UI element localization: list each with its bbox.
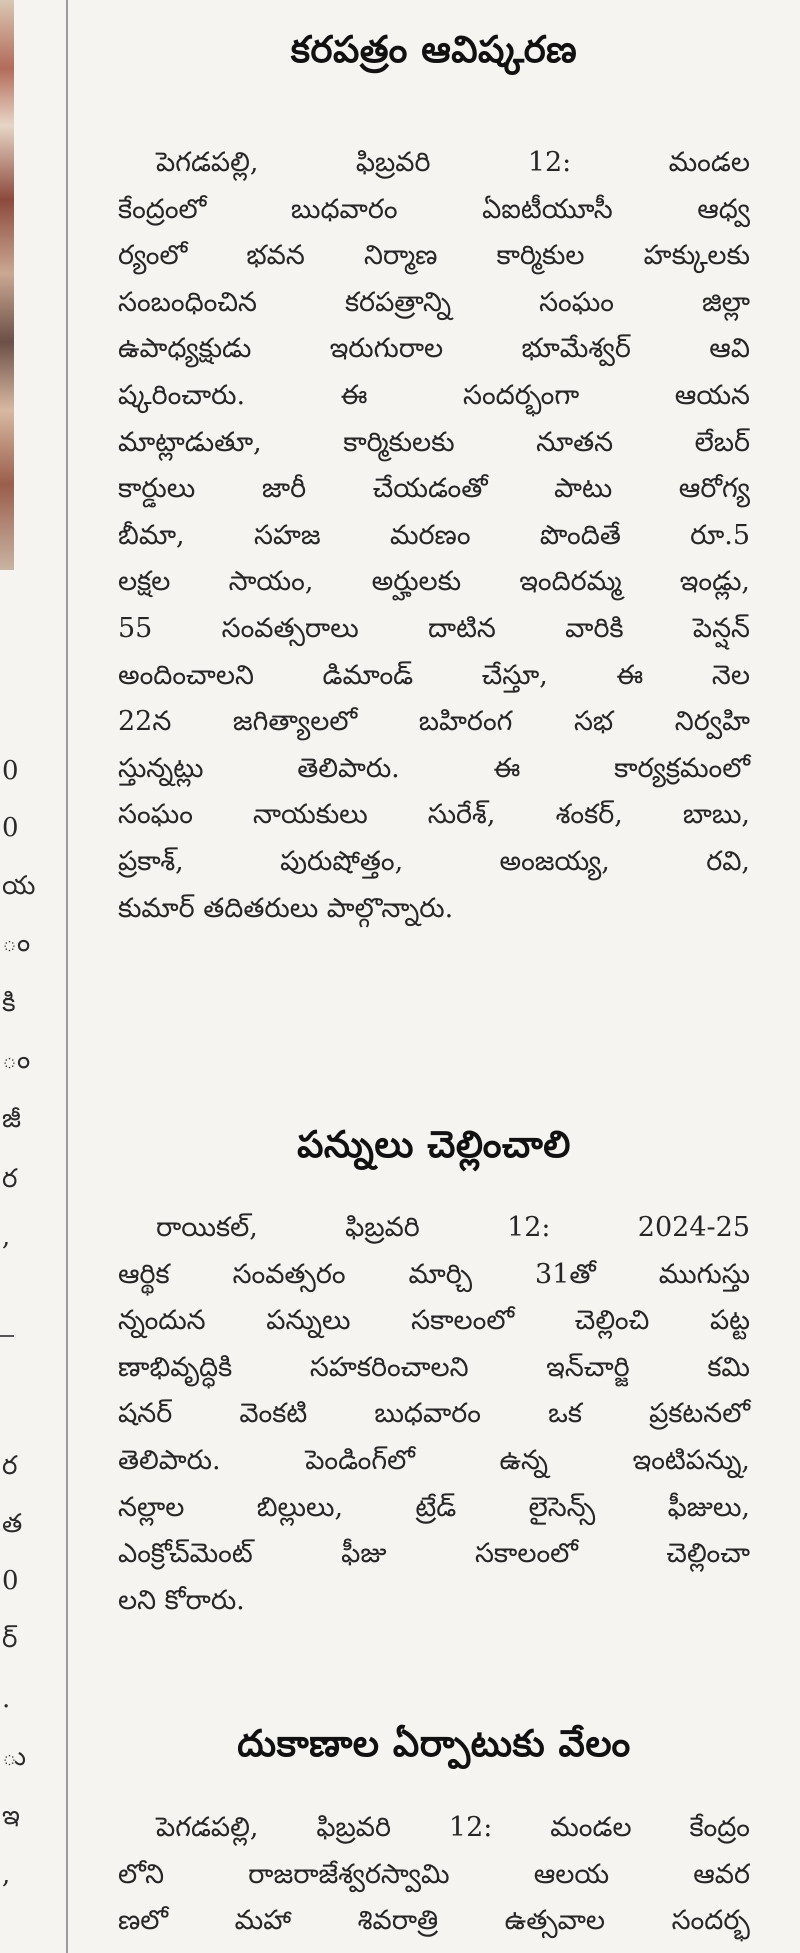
article-line: 55 సంవత్సరాలు దాటిన వారికి పెన్షన్ [118, 612, 750, 644]
column-divider-rule [66, 0, 68, 1953]
headline-pay-taxes: పన్నులు చెల్లించాలి [297, 1123, 571, 1166]
adjacent-column-glyph: 0 [2, 1566, 19, 1596]
article-line: ఎంక్రోచ్‌మెంట్ ఫీజు సకాలంలో చెల్లించా [118, 1538, 750, 1570]
adjacent-column-glyph: ర [2, 1164, 18, 1194]
adjacent-column-glyph: ఇ [2, 1801, 20, 1831]
adjacent-column-glyph: త [2, 1509, 23, 1539]
article-line: షనర్ వెంకటి బుధవారం ఒక ప్రకటనలో [118, 1398, 750, 1430]
headline-pamphlet-release: కరపత్రం ఆవిష్కరణ [290, 28, 578, 71]
article-body [118, 1205, 750, 1624]
article-line: లని కోరారు. [118, 1584, 245, 1616]
article-line: ణాభివృద్ధికి సహకరించాలని ఇన్‌చార్జి కమి [118, 1351, 750, 1383]
adjacent-column-glyph: ం [2, 1045, 31, 1075]
adjacent-column-glyph: ర [2, 1451, 18, 1481]
article-line: ష్కరించారు. ఈ సందర్భంగా ఆయన [118, 379, 750, 411]
article-line: సంబంధించిన కరపత్రాన్ని సంఘం జిల్లా [118, 286, 750, 318]
article-line: కార్డులు జారీ చేయడంతో పాటు ఆరోగ్య [118, 473, 750, 505]
article-line: 22న జగిత్యాలలో బహిరంగ సభ నిర్వహి [118, 706, 750, 738]
article-body [118, 140, 750, 932]
article-line: ప్రకాశ్, పురుషోత్తం, అంజయ్య, రవి, [118, 845, 750, 877]
article-line: పెగడపల్లి, ఫిబ్రవరి 12: మండల కేంద్రం [156, 1812, 750, 1843]
adjacent-column-glyph: , [2, 1222, 11, 1252]
article-line: నల్లాల బిల్లులు, ట్రేడ్ లైసెన్స్ ఫీజులు, [118, 1491, 750, 1523]
adjacent-column-glyph: 0 [2, 756, 19, 786]
adjacent-column-glyph: 0 [2, 813, 19, 843]
adjacent-column-glyph: ర్ [2, 1624, 18, 1654]
adjacent-column-glyph: . [2, 1684, 11, 1714]
article-line: ఉపాధ్యక్షుడు ఇరుగురాల భూమేశ్వర్ ఆవి [118, 333, 750, 365]
adjacent-column-fragment [0, 0, 66, 1953]
adjacent-column-glyph: కి [2, 988, 16, 1018]
article-line: రాయికల్, ఫిబ్రవరి 12: 2024-25 [156, 1212, 750, 1243]
article-line: లోని రాజరాజేశ్వరస్వామి ఆలయ ఆవర [118, 1858, 750, 1890]
article-line: న్నందున పన్నులు సకాలంలో చెల్లించి పట్ట [118, 1305, 750, 1337]
article-line: పెగడపల్లి, ఫిబ్రవరి 12: మండల [156, 147, 750, 178]
adjacent-column-glyph: ు [2, 1742, 27, 1772]
photo-edge-image [0, 0, 14, 570]
article-body [118, 1805, 750, 1945]
article-line: తెలిపారు. పెండింగ్‌లో ఉన్న ఇంటిపన్ను, [118, 1444, 750, 1476]
article-line: అందించాలని డిమాండ్ చేస్తూ, ఈ నెల [118, 659, 750, 691]
article-line: మాట్లాడుతూ, కార్మికులకు నూతన లేబర్ [118, 426, 750, 458]
article-line: ఆర్థిక సంవత్సరం మార్చి 31తో ముగుస్తు [118, 1258, 750, 1290]
adjacent-column-divider [0, 1335, 14, 1337]
article-line: కేంద్రంలో బుధవారం ఏఐటీయూసీ ఆధ్వ [118, 193, 750, 225]
article-line: బీమా, సహజ మరణం పొందితే రూ.5 [118, 519, 750, 551]
adjacent-column-glyph: ం [2, 928, 31, 958]
headline-shop-auction: దుకాణాల ఏర్పాటుకు వేలం [237, 1722, 631, 1765]
adjacent-column-glyph: , [2, 1860, 11, 1890]
article-line: సంఘం నాయకులు సురేశ్, శంకర్, బాబు, [118, 799, 750, 831]
article-line: కుమార్ తదితరులు పాల్గొన్నారు. [118, 892, 454, 924]
adjacent-column-glyph: య [2, 871, 36, 901]
adjacent-column-glyph: జీ [2, 1104, 22, 1134]
article-line: ణలో మహా శివరాత్రి ఉత్సవాల సందర్భ [118, 1905, 750, 1937]
article-line: ర్యంలో భవన నిర్మాణ కార్మికుల హక్కులకు [118, 240, 750, 272]
article-line: లక్షల సాయం, అర్హులకు ఇందిరమ్మ ఇండ్లు, [118, 566, 750, 598]
article-line: స్తున్నట్లు తెలిపారు. ఈ కార్యక్రమంలో [118, 752, 750, 784]
